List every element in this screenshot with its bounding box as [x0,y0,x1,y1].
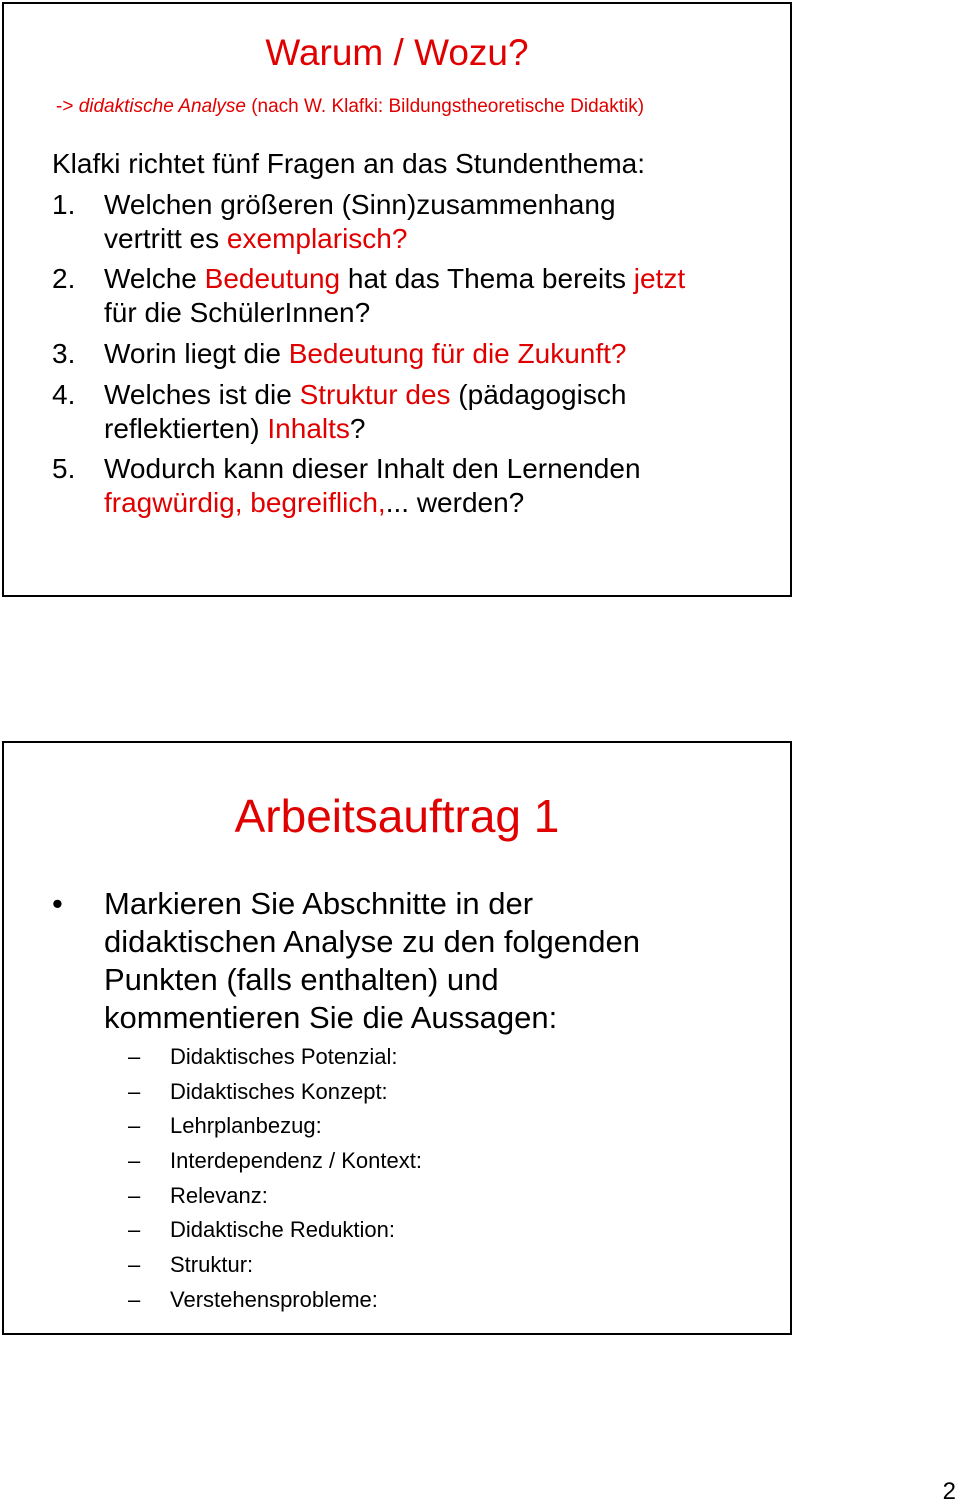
dash-icon: – [128,1078,141,1104]
question-text [104,378,626,446]
question-number: 3. [52,338,76,369]
dash-icon: – [128,1044,141,1069]
list-item-label: Interdependenz / Kontext: [170,1148,422,1174]
slide-1-title: Warum / Wozu? [265,32,529,73]
list-item-label: Relevanz: [170,1182,268,1208]
list-item-label: Didaktische Reduktion: [170,1217,396,1243]
question-text [104,262,685,330]
question-number: 2. [52,263,76,294]
dash-icon: – [128,1286,141,1312]
page-number: 2 [942,1478,956,1505]
question-line [104,337,626,371]
dash-icon: – [128,1113,141,1139]
list-item-label: Verstehensprobleme: [170,1286,378,1312]
text-run: Worin liegt die [104,338,289,369]
question-number: 1. [52,189,76,220]
bullet-text [104,885,640,1037]
question-line [104,262,685,296]
list-item-label: Didaktisches Konzept: [170,1078,388,1104]
text-run: (pädagogisch [450,379,627,410]
question-line [104,486,641,520]
bullet-line: Markieren Sie Abschnitte in der [104,886,534,921]
question-line [104,296,685,330]
text-run: für die SchülerInnen? [104,297,371,328]
bullet-dot-icon: • [52,886,63,921]
subtitle-rest: (nach W. Klafki: Bildungstheoretische Didaktik) [245,96,645,117]
highlight-run: jetzt [633,263,686,294]
dash-icon: – [128,1182,141,1208]
dash-icon: – [128,1217,141,1243]
question-line [104,378,626,412]
slide-1-subtitle [56,96,644,118]
text-run: Welchen größeren (Sinn)zusammenhang [104,189,616,220]
text-run: ... werden? [385,487,525,518]
subtitle-arrow: -> [56,96,79,117]
question-text [104,452,641,520]
highlight-run: Bedeutung [204,263,341,294]
bullet-line: Punkten (falls enthalten) und [104,962,499,997]
list-item-label: Didaktisches Potenzial: [170,1044,398,1069]
subtitle-italic: didaktische Analyse [78,96,246,117]
question-text [104,337,626,371]
text-run: vertritt es [104,223,227,254]
dash-icon: – [128,1148,141,1174]
highlight-run: fragwürdig, begreiflich, [104,487,386,518]
list-item-label: Lehrplanbezug: [170,1113,322,1139]
question-line [104,412,626,446]
slide-arbeitsauftrag [2,741,792,1335]
slide-1-intro: Klafki richtet fünf Fragen an das Stundenthema: [52,148,646,179]
question-text [104,188,616,256]
dash-icon: – [128,1252,141,1278]
text-run: hat das Thema bereits [340,263,634,294]
highlight-run: Inhalts [267,413,350,444]
question-number: 5. [52,453,76,484]
slide-warum-wozu [2,2,792,597]
highlight-run: Struktur des [299,379,451,410]
question-line [104,222,616,256]
highlight-run: Bedeutung für die Zukunft? [288,338,627,369]
highlight-run: exemplarisch? [226,223,408,254]
slide-2-title: Arbeitsauftrag 1 [234,790,560,842]
text-run: ? [349,413,366,444]
list-item-label: Struktur: [170,1252,254,1278]
text-run: Welche [104,263,205,294]
question-line [104,188,616,222]
bullet-line: didaktischen Analyse zu den folgenden [104,924,641,959]
bullet-line: kommentieren Sie die Aussagen: [104,1000,558,1035]
question-number: 4. [52,379,76,410]
text-run: Welches ist die [104,379,300,410]
question-line [104,452,641,486]
text-run: Wodurch kann dieser Inhalt den Lernenden [104,453,641,484]
text-run: reflektierten) [104,413,268,444]
